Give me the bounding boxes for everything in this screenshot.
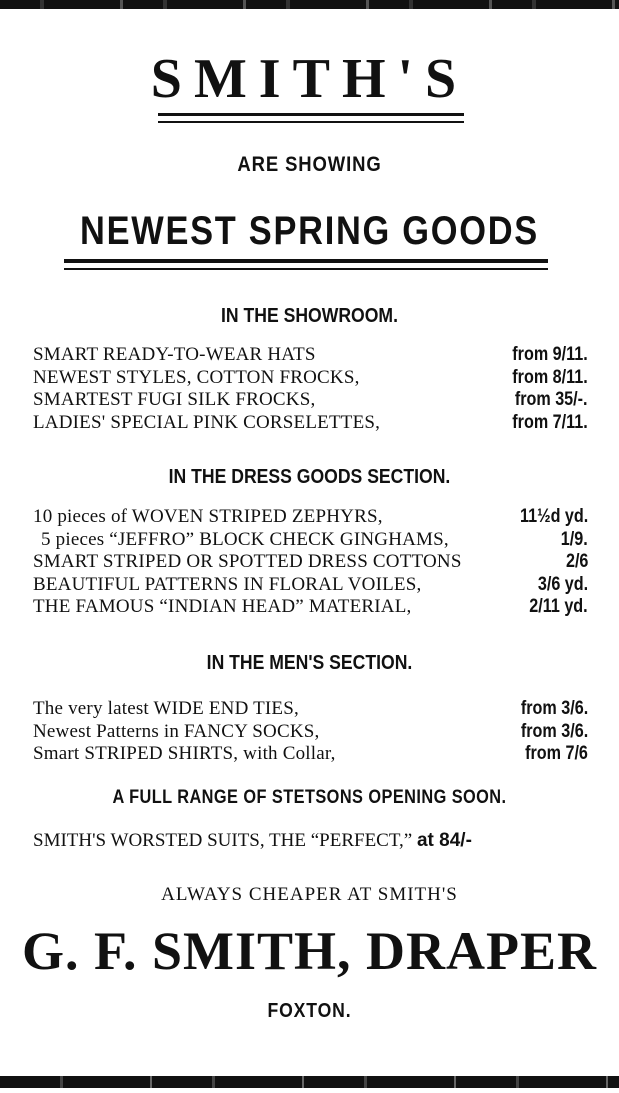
advert-title: SMITH'S — [150, 48, 469, 110]
list-item: The very latest WIDE END TIES, from 3/6. — [33, 698, 588, 719]
list-item: SMART STRIPED OR SPOTTED DRESS COTTONS 2/6 — [33, 551, 588, 572]
list-item: Smart STRIPED SHIRTS, with Collar, from 7/6 — [33, 743, 588, 764]
showroom-list — [33, 344, 588, 434]
top-border-rule — [0, 0, 619, 9]
headline: NEWEST SPRING GOODS — [80, 209, 539, 253]
location: FOXTON. — [267, 1000, 352, 1022]
showroom-heading: IN THE SHOWROOM. — [221, 305, 398, 327]
list-item: 10 pieces of WOVEN STRIPED ZEPHYRS, 11½d yd. — [33, 506, 588, 527]
bottom-border-rule — [0, 1076, 619, 1088]
subtitle: ARE SHOWING — [237, 153, 382, 176]
list-item: NEWEST STYLES, COTTON FROCKS, from 8/11. — [33, 366, 588, 388]
mens-list — [33, 698, 588, 766]
list-item: Newest Patterns in FANCY SOCKS, from 3/6. — [33, 720, 588, 742]
list-item: LADIES' SPECIAL PINK CORSELETTES, from 7/11. — [33, 411, 588, 433]
title-underline-2 — [158, 121, 464, 123]
stetsons-notice: A FULL RANGE OF STETSONS OPENING SOON. — [112, 787, 507, 808]
list-item: BEAUTIFUL PATTERNS IN FLORAL VOILES, 3/6 yd. — [33, 573, 588, 595]
list-item: THE FAMOUS “INDIAN HEAD” MATERIAL, 2/11 yd. — [33, 596, 588, 617]
suits-name: SMITH'S WORSTED SUITS, THE “PERFECT,” — [33, 830, 413, 851]
mens-heading: IN THE MEN'S SECTION. — [206, 652, 413, 674]
list-item: SMART READY-TO-WEAR HATS from 9/11. — [33, 344, 588, 365]
suits-price: at 84/- — [416, 830, 472, 851]
headline-underline-1 — [64, 259, 548, 263]
list-item: SMARTEST FUGI SILK FROCKS, from 35/-. — [33, 389, 588, 410]
business-name: G. F. SMITH, DRAPER — [21, 921, 598, 981]
dress-list — [33, 506, 588, 619]
dress-heading: IN THE DRESS GOODS SECTION. — [168, 466, 451, 488]
title-underline-1 — [158, 113, 464, 116]
list-item: 5 pieces “JEFFRO” BLOCK CHECK GINGHAMS, 1/9. — [41, 528, 588, 550]
headline-underline-2 — [64, 268, 548, 270]
slogan: ALWAYS CHEAPER AT SMITH'S — [161, 884, 458, 905]
suits-line — [33, 830, 472, 852]
